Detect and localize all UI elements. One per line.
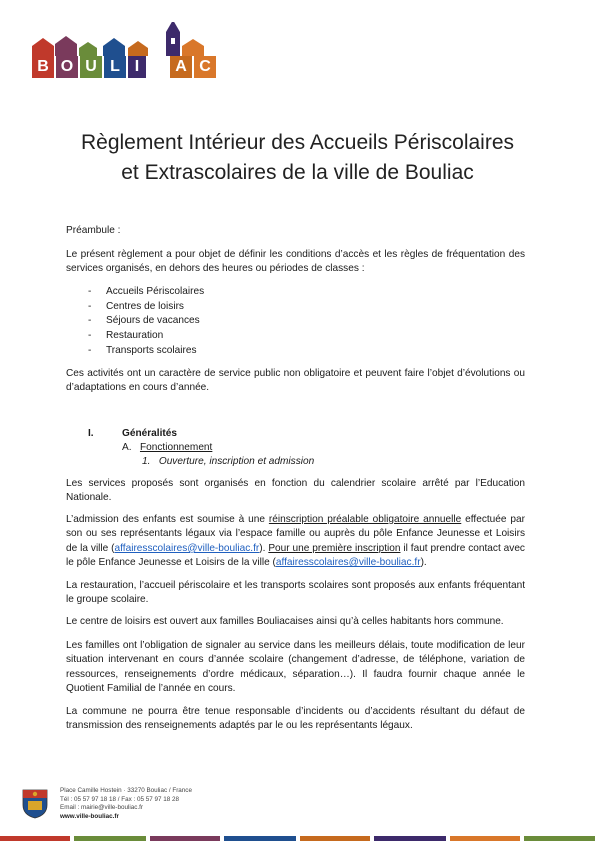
preambule-label: Préambule :: [66, 225, 121, 236]
town-crest-icon: [22, 789, 48, 819]
admission-first-inscription: Pour une première inscription: [268, 542, 401, 554]
paragraph-calendar: Les services proposés sont organisés en fonction du calendrier scolaire arrêté par l’Education Nationale.: [66, 478, 525, 504]
footer-email: Email : mairie@ville-bouliac.fr: [60, 804, 144, 812]
admission-text-d: il faut prendre contact avec le pôle Enfance Jeunesse et Loisirs de la ville (: [66, 542, 525, 569]
admission-text-b: effectuée par son ou ses représentants légaux via l’espace famille ou auprès du pôle Enfance Jeunesse et Loisirs de la ville (: [66, 514, 525, 554]
footer-stripe: [374, 836, 446, 841]
logo-letter-i: I: [128, 56, 146, 78]
document-title-line2: et Extrascolaires de la ville de Bouliac: [121, 161, 474, 184]
admission-reinscription: réinscription préalable obligatoire annuelle: [268, 514, 462, 525]
footer-stripe: [150, 836, 220, 841]
footer-stripe: [524, 836, 595, 841]
preambule-intro: Le présent règlement a pour objet de définir les conditions d’accès et les règles de fréquentation des services organisés, en dehors des heures ou périodes de classes :: [66, 249, 525, 275]
services-list: [88, 285, 204, 359]
subsection-1: [142, 456, 314, 467]
bouliac-logo: [32, 22, 212, 82]
footer-stripe: [450, 836, 520, 841]
footer-phone: Tél : 05 57 97 18 18 / Fax : 05 57 97 18 28: [60, 795, 180, 803]
logo-letter-b: B: [32, 56, 54, 78]
logo-letter-c: C: [194, 56, 216, 78]
subsection-1-number: 1.: [142, 456, 151, 467]
list-item: - Restauration: [88, 329, 204, 344]
footer-stripe: [224, 836, 296, 841]
paragraph-centre-loisirs: Le centre de loisirs est ouvert aux familles Bouliacaises ainsi qu’à celles habitants hors commune.: [66, 616, 504, 627]
preambule-conclusion: Ces activités ont un caractère de service public non obligatoire et peuvent faire l’objet d’évolutions ou d’adaptations en cours d’année.: [66, 368, 525, 394]
email-link[interactable]: affairesscolaires@ville-bouliac.fr: [114, 542, 260, 554]
footer-stripe: [300, 836, 370, 841]
document-title-line1: Règlement Intérieur des Accueils Périscolaires: [80, 131, 515, 154]
section-number: I.: [88, 428, 94, 439]
section-heading: Généralités: [122, 428, 177, 439]
email-link[interactable]: affairesscolaires@ville-bouliac.fr: [275, 557, 421, 569]
list-item: - Transports scolaires: [88, 344, 204, 359]
footer-stripe: [0, 836, 70, 841]
footer-website[interactable]: www.ville-bouliac.fr: [60, 812, 119, 820]
list-item: - Accueils Périscolaires: [88, 285, 204, 300]
footer-address: Place Camille Hostein · 33270 Bouliac / France: [60, 787, 192, 794]
footer-contact: [60, 787, 192, 821]
list-item: - Centres de loisirs: [88, 300, 204, 315]
logo-letter-o: O: [56, 56, 78, 78]
subsection-1-label: Ouverture, inscription et admission: [158, 456, 315, 467]
document-title: [40, 128, 555, 188]
admission-text-e: ).: [420, 557, 427, 569]
paragraph-admission: [66, 513, 525, 571]
logo-letter-l: L: [104, 56, 126, 78]
admission-text-a: L’admission des enfants est soumise à une: [66, 514, 269, 525]
subsection-a-label: Fonctionnement: [139, 442, 213, 453]
admission-text-c: ).: [259, 542, 269, 554]
logo-letter-u: U: [80, 56, 102, 78]
list-item: - Séjours de vacances: [88, 314, 204, 329]
paragraph-obligations: Les familles ont l’obligation de signaler au service dans les meilleurs délais, toute modification de leur situation intervenant en cours d’année scolaire (changement d’adresse, de téléphone, variation de ressources, renseignements d’ordre médicaux, séparation…). Il faudra fournir chaque année le Quotient Familial de l’année en cours.: [66, 640, 525, 695]
subsection-a-letter: A.: [122, 442, 132, 453]
paragraph-responsabilite: La commune ne pourra être tenue responsable d’incidents ou d’accidents résultant du défaut de transmission des renseignements adaptés par le ou les représentants légaux.: [66, 706, 525, 732]
subsection-a: [122, 442, 212, 453]
logo-letter-a: A: [170, 56, 192, 78]
footer-stripe: [74, 836, 146, 841]
paragraph-restauration: La restauration, l’accueil périscolaire et les transports scolaires sont proposés aux enfants fréquentant le groupe scolaire.: [66, 580, 525, 606]
